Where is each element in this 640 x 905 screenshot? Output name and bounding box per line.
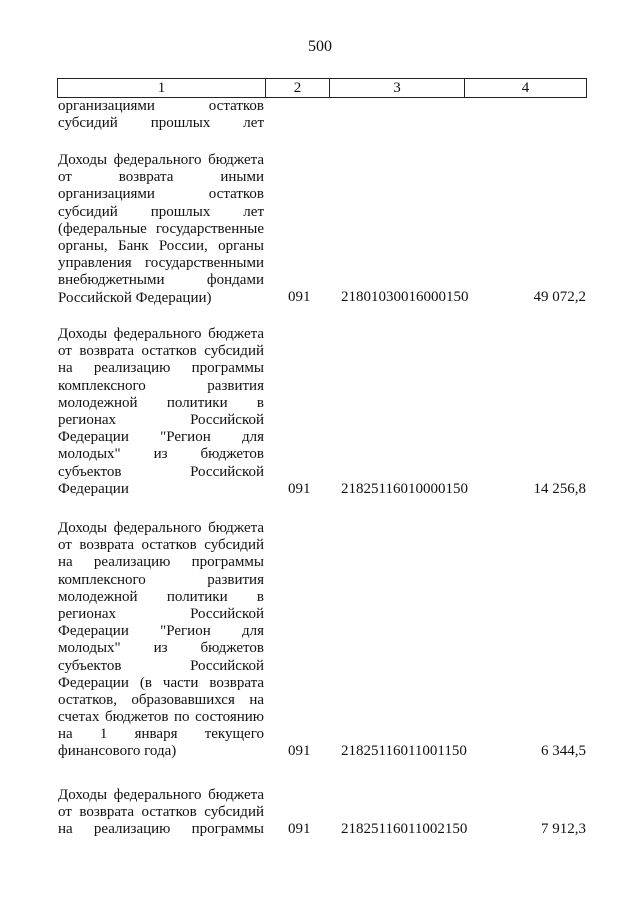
row-description: [58, 152, 264, 307]
budget-code-cell: 21825116011002150: [341, 821, 468, 838]
description-line: от возврата остатков субсидий: [58, 804, 264, 821]
row-description: [58, 787, 264, 839]
description-line: субсидий прошлых лет: [58, 203, 264, 220]
description-line: управления государственными: [58, 255, 264, 272]
admin-code-cell: 091: [288, 480, 311, 497]
description-line: внебюджетными фондами: [58, 272, 264, 289]
description-line: молодых" из бюджетов: [58, 640, 264, 657]
budget-code-cell: 21801030016000150: [341, 289, 469, 306]
column-header-4: 4: [521, 80, 530, 96]
amount-cell: 7 912,3: [541, 821, 586, 838]
description-line: остатков, образовавшихся на: [58, 691, 264, 708]
description-line: субъектов Российской: [58, 463, 264, 480]
amount-cell: 6 344,5: [541, 743, 586, 760]
description-line: субсидий прошлых лет: [58, 115, 264, 132]
description-line: от возврата остатков субсидий: [58, 537, 264, 554]
table-header: [57, 78, 587, 98]
description-line: на реализацию программы: [58, 360, 264, 377]
description-line: организациями остатков: [58, 98, 264, 114]
description-line: Федерации "Регион для: [58, 429, 264, 446]
row-description: [58, 326, 264, 498]
description-line: организациями остатков: [58, 186, 264, 203]
description-line: комплексного развития: [58, 571, 264, 588]
description-line: молодых" из бюджетов: [58, 446, 264, 463]
budget-code-cell: 21825116011001150: [341, 743, 467, 760]
description-line: Федерации "Регион для: [58, 623, 264, 640]
description-line: Доходы федерального бюджета: [58, 520, 264, 536]
admin-code-cell: 091: [288, 821, 311, 838]
column-header-2: 2: [266, 79, 330, 97]
row-description: [58, 520, 264, 761]
description-line: Федерации (в части возврата: [58, 674, 264, 691]
row-description: [58, 98, 264, 132]
description-line: Федерации: [58, 480, 129, 497]
description-line: Российской Федерации): [58, 289, 212, 306]
description-line: от возврата остатков субсидий: [58, 343, 264, 360]
description-line: органы, Банк России, органы: [58, 237, 264, 254]
description-line: Доходы федерального бюджета: [58, 787, 264, 803]
description-line: на 1 января текущего: [58, 726, 264, 743]
description-line: регионах Российской: [58, 411, 264, 428]
table-row: [58, 787, 586, 839]
description-line: от возврата иными: [58, 169, 264, 186]
page-number: 500: [308, 38, 332, 55]
description-line: молодежной политики в: [58, 394, 264, 411]
table-row: [58, 520, 586, 761]
description-line: финансового года): [58, 743, 177, 760]
column-header-1: 1: [58, 79, 266, 97]
table-row: [58, 152, 586, 307]
description-line: на реализацию программы: [58, 554, 264, 571]
budget-code-cell: 21825116010000150: [341, 480, 468, 497]
amount-cell: 14 256,8: [533, 480, 586, 497]
description-line: молодежной политики в: [58, 588, 264, 605]
admin-code-cell: 091: [288, 743, 311, 760]
table-row: [58, 326, 586, 498]
description-line: регионах Российской: [58, 605, 264, 622]
table-row: [58, 98, 586, 132]
admin-code-cell: 091: [288, 289, 311, 306]
description-line: комплексного развития: [58, 377, 264, 394]
description-line: субъектов Российской: [58, 657, 264, 674]
description-line: (федеральные государственные: [58, 220, 264, 237]
description-line: Доходы федерального бюджета: [58, 326, 264, 342]
description-line: на реализацию программы: [58, 821, 264, 838]
description-line: Доходы федерального бюджета: [58, 152, 264, 168]
description-line: счетах бюджетов по состоянию: [58, 709, 264, 726]
column-header-3: 3: [330, 79, 465, 97]
amount-cell: 49 072,2: [533, 289, 586, 306]
